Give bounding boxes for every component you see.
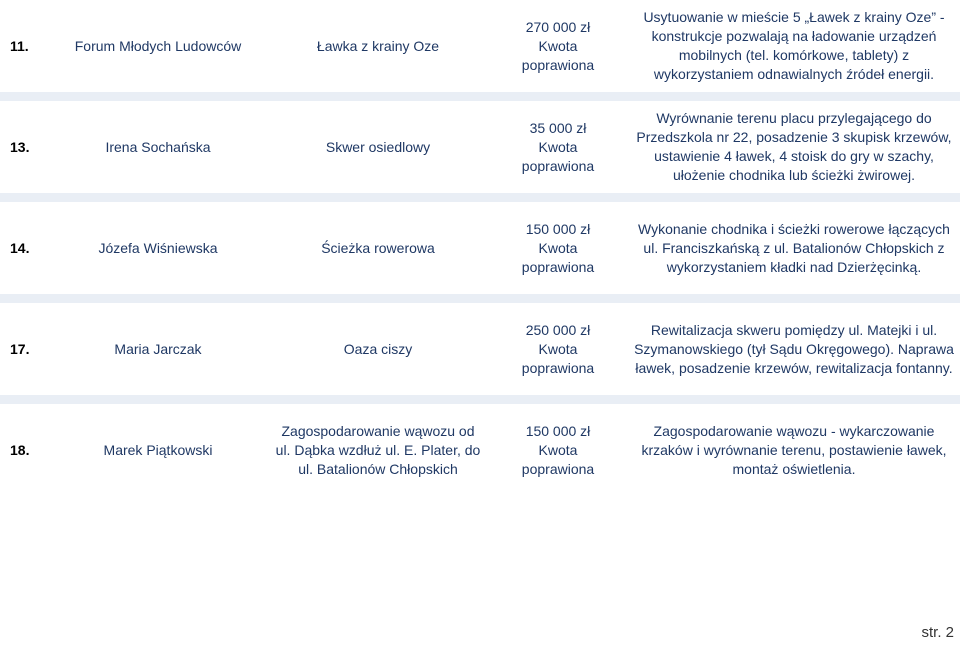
project-description: Rewitalizacja skweru pomiędzy ul. Matejki i ul. Szymanowskiego (tył Sądu Okręgowego). Naprawa ławek, posadzenie krzewów, rewitalizacja fontanny. xyxy=(634,321,954,376)
amount-label: Kwota xyxy=(538,37,578,54)
table-row xyxy=(0,303,960,395)
author-name: Forum Młodych Ludowców xyxy=(74,37,242,54)
project-title: Ławka z krainy Oze xyxy=(316,37,440,54)
amount-value: 250 000 zł xyxy=(525,321,591,338)
row-separator xyxy=(0,294,960,303)
project-title: Oaza ciszy xyxy=(343,340,413,357)
row-number: 17. xyxy=(10,340,30,357)
author-name: Marek Piątkowski xyxy=(103,441,213,458)
amount-value: 35 000 zł xyxy=(529,119,587,136)
project-description: Wyrównanie terenu placu przylegającego do Przedszkola nr 22, posadzenie 3 skupisk krzewów, ustawienie 4 ławek, 4 stoisk do gry w szachy, ułożenie chodnika lub ścieżki żwirowej. xyxy=(636,110,952,183)
author-name: Irena Sochańska xyxy=(105,138,211,155)
amount-label-corrected: poprawiona xyxy=(521,359,595,376)
amount-cell xyxy=(488,202,628,294)
amount-label: Kwota xyxy=(538,340,578,357)
amount-label-corrected: poprawiona xyxy=(521,460,595,477)
table-row xyxy=(0,202,960,294)
project-title: Ścieżka rowerowa xyxy=(321,239,435,256)
amount-cell xyxy=(488,303,628,395)
author-name: Józefa Wiśniewska xyxy=(98,239,218,256)
amount-value: 150 000 zł xyxy=(525,220,591,237)
row-number: 11. xyxy=(10,37,29,54)
amount-label: Kwota xyxy=(538,138,578,155)
row-number: 13. xyxy=(10,138,30,155)
amount-label-corrected: poprawiona xyxy=(521,258,595,275)
table-row xyxy=(0,0,960,92)
project-description: Zagospodarowanie wąwozu - wykarczowanie krzaków i wyrównanie terenu, postawienie ławek, montaż oświetlenia. xyxy=(641,422,947,477)
project-description: Usytuowanie w mieście 5 „Ławek z krainy Oze” - konstrukcje pozwalają na ładowanie urządzeń mobilnych (tel. komórkowe, tablety) z wykorzystaniem odnawialnych źródeł energii. xyxy=(643,9,945,82)
author-name: Maria Jarczak xyxy=(114,340,202,357)
row-separator xyxy=(0,193,960,202)
row-number: 18. xyxy=(10,441,30,458)
amount-value: 150 000 zł xyxy=(525,422,591,439)
project-description: Wykonanie chodnika i ścieżki rowerowe łączących ul. Franciszkańską z ul. Batalionów Chłopskich z wykorzystaniem kładki nad Dzierżęcinką. xyxy=(638,220,950,275)
row-separator xyxy=(0,92,960,101)
table-row xyxy=(0,101,960,193)
amount-cell xyxy=(488,101,628,193)
row-number: 14. xyxy=(10,239,30,256)
table-row xyxy=(0,404,960,496)
amount-label-corrected: poprawiona xyxy=(521,157,595,174)
page-number: str. 2 xyxy=(921,624,954,641)
amount-label-corrected: poprawiona xyxy=(521,56,595,73)
row-separator xyxy=(0,395,960,404)
amount-label: Kwota xyxy=(538,441,578,458)
amount-value: 270 000 zł xyxy=(525,18,591,35)
amount-label: Kwota xyxy=(538,239,578,256)
project-title: Skwer osiedlowy xyxy=(325,138,431,155)
amount-cell xyxy=(488,0,628,92)
amount-cell xyxy=(488,404,628,496)
project-title: Zagospodarowanie wąwozu od ul. Dąbka wzdłuż ul. E. Plater, do ul. Batalionów Chłopskich xyxy=(275,422,481,477)
